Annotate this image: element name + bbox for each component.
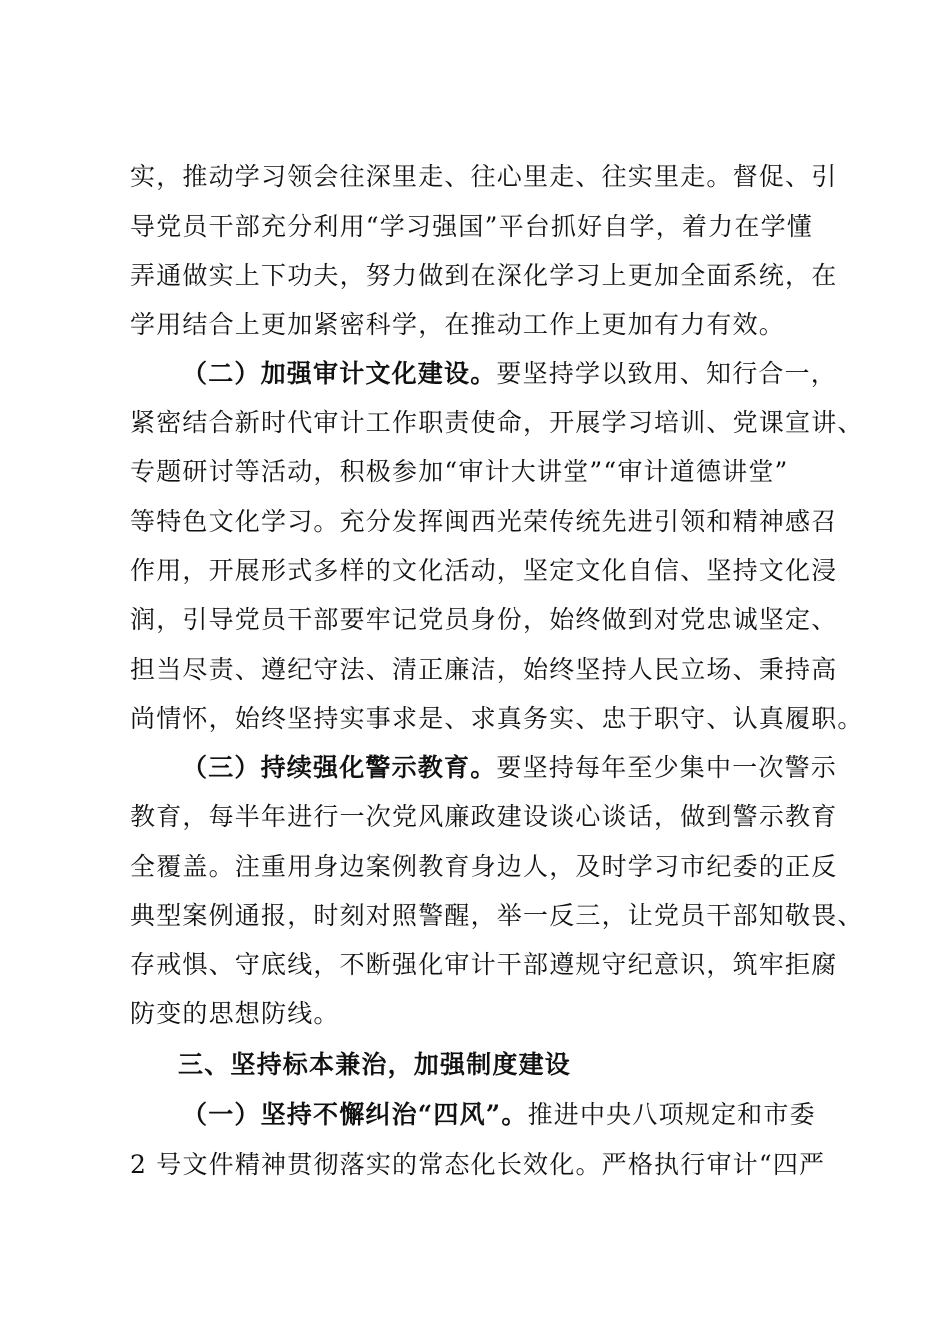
section-heading: （二）加强审计文化建设。 [182,359,497,388]
body-line: 2 号文件精神贯彻落实的常态化长效化。严格执行审计“四严 [130,1150,826,1179]
body-line: 全覆盖。注重用身边案例教育身边人，及时学习市纪委的正反 [130,852,838,881]
section-heading: （三）持续强化警示教育。 [182,753,497,782]
paragraph-first-line [182,1100,882,1130]
section-heading: （一）坚持不懈纠治“四风”。 [182,1100,528,1129]
body-line: 存戒惧、守底线，不断强化审计干部遵规守纪意识，筑牢拒腐 [130,950,838,979]
body-line: 等特色文化学习。充分发挥闽西光荣传统先进引领和精神感召 [130,507,838,536]
part-title: 三、坚持标本兼治，加强制度建设 [178,1050,572,1079]
body-line: 作用，开展形式多样的文化活动，坚定文化自信、坚持文化浸 [130,556,838,585]
body-line: 担当尽责、遵纪守法、清正廉洁，始终坚持人民立场、秉持高 [130,655,838,684]
paragraph-first-line [182,753,882,783]
body-line: 专题研讨等活动，积极参加“审计大讲堂”“审计道德讲堂” [130,457,789,486]
paragraph-first-line [182,359,882,389]
paragraph-text: 要坚持学以致用、知行合一， [496,359,838,388]
paragraph-text: 要坚持每年至少集中一次警示 [496,753,838,782]
body-line: 教育，每半年进行一次党风廉政建设谈心谈话，做到警示教育 [130,802,838,831]
body-line: 紧密结合新时代审计工作职责使命，开展学习培训、党课宣讲、 [130,408,864,437]
body-line: 导党员干部充分利用“学习强国”平台抓好自学，着力在学懂 [130,212,813,241]
body-line: 学用结合上更加紧密科学，在推动工作上更加有力有效。 [130,310,786,339]
body-line: 尚情怀，始终坚持实事求是、求真务实、忠于职守、认真履职。 [130,704,864,733]
body-line: 实，推动学习领会往深里走、往心里走、往实里走。督促、引 [130,162,838,191]
body-line: 弄通做实上下功夫，努力做到在深化学习上更加全面系统，在 [130,261,838,290]
body-line: 防变的思想防线。 [130,999,340,1028]
body-line: 润，引导党员干部要牢记党员身份，始终做到对党忠诚坚定、 [130,605,838,634]
body-line: 典型案例通报，时刻对照警醒，举一反三，让党员干部知敬畏、 [130,901,864,930]
paragraph-text: 推进中央八项规定和市委 [527,1100,816,1129]
